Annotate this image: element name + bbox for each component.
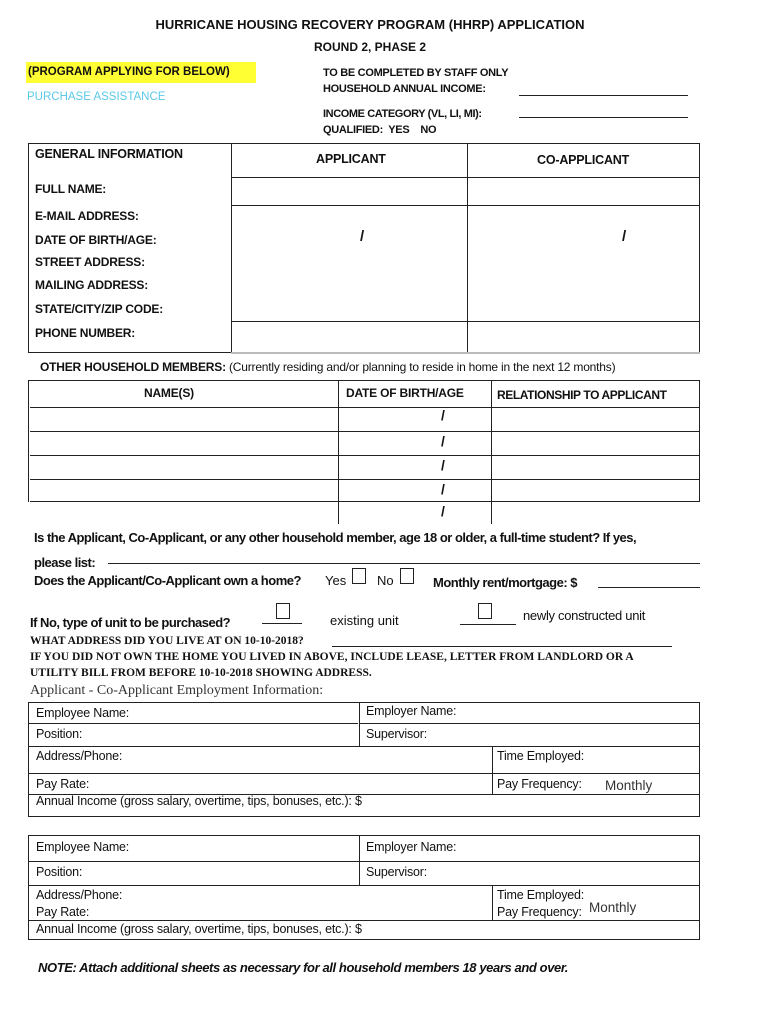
pay-frequency-value[interactable]: Monthly	[605, 778, 653, 793]
col-dob: DATE OF BIRTH/AGE	[346, 386, 464, 400]
full-name-label: FULL NAME:	[35, 182, 107, 196]
employment-title: Applicant - Co-Applicant Employment Information:	[30, 683, 324, 698]
table-rule	[30, 431, 700, 432]
annual-income-label: HOUSEHOLD ANNUAL INCOME:	[323, 83, 486, 95]
table-divider	[492, 885, 493, 921]
student-question: Is the Applicant, Co-Applicant, or any other household member, age 18 or older, a full-time student? If yes,	[34, 530, 637, 545]
col-relationship: RELATIONSHIP TO APPLICANT	[497, 388, 667, 402]
student-list-field[interactable]	[108, 563, 700, 564]
phone-label: PHONE NUMBER:	[35, 326, 136, 340]
member-dob-slash[interactable]: /	[441, 481, 445, 497]
table-rule	[28, 352, 232, 353]
pay-rate-label: Pay Rate:	[36, 777, 90, 791]
co-applicant-heading: CO-APPLICANT	[537, 153, 630, 167]
table-divider	[492, 746, 493, 794]
supervisor-label: Supervisor:	[366, 727, 428, 741]
table-divider	[491, 380, 492, 524]
table-rule	[28, 723, 358, 724]
address-field[interactable]	[332, 646, 672, 647]
member-dob-slash[interactable]: /	[441, 503, 445, 519]
table-rule	[28, 885, 700, 886]
table-divider	[359, 702, 360, 746]
household-note: (Currently residing and/or planning to reside in home in the next 12 months)	[225, 360, 616, 374]
supervisor-label: Supervisor:	[366, 865, 428, 879]
table-rule	[30, 479, 700, 480]
household-title: OTHER HOUSEHOLD MEMBERS:	[40, 360, 226, 374]
existing-unit-label: existing unit	[330, 613, 399, 628]
table-rule	[231, 321, 700, 322]
own-home-yes-label: Yes	[325, 573, 347, 588]
employer-name-label: Employer Name:	[366, 704, 457, 718]
own-home-no-checkbox[interactable]	[400, 568, 414, 584]
program-value[interactable]: PURCHASE ASSISTANCE	[27, 91, 166, 103]
income-category-field[interactable]	[519, 117, 688, 118]
member-dob-slash[interactable]: /	[441, 457, 445, 473]
qualified-label[interactable]: QUALIFIED: YES NO	[323, 124, 437, 136]
employee-name-label: Employee Name:	[36, 706, 130, 720]
pay-rate-label: Pay Rate:	[36, 905, 90, 919]
table-divider	[338, 380, 339, 524]
rent-field[interactable]	[598, 587, 700, 588]
please-list-label: please list:	[34, 555, 96, 570]
applicant-dob-slash[interactable]: /	[360, 228, 365, 245]
mailing-label: MAILING ADDRESS:	[35, 278, 149, 292]
annual-income-label: Annual Income (gross salary, overtime, tips, bonuses, etc.): $	[36, 794, 362, 808]
table-rule	[30, 501, 700, 502]
pay-frequency-value[interactable]: Monthly	[589, 900, 637, 915]
page-subtitle: ROUND 2, PHASE 2	[313, 40, 427, 54]
email-label: E-MAIL ADDRESS:	[35, 209, 139, 223]
new-unit-line	[460, 624, 516, 625]
table-rule	[28, 773, 700, 774]
member-dob-slash[interactable]: /	[441, 433, 445, 449]
table-rule	[28, 746, 700, 747]
table-divider	[467, 143, 468, 354]
existing-unit-line	[262, 623, 302, 624]
table-rule	[231, 177, 700, 178]
table-rule	[28, 920, 700, 921]
annual-income-field[interactable]	[519, 95, 688, 96]
pay-frequency-label: Pay Frequency:	[497, 905, 582, 919]
income-category-label: INCOME CATEGORY (VL, LI, MI):	[323, 108, 482, 120]
pay-frequency-label: Pay Frequency:	[497, 777, 582, 791]
time-employed-label: Time Employed:	[497, 749, 585, 763]
applicant-heading: APPLICANT	[316, 152, 386, 166]
table-rule	[30, 455, 700, 456]
table-divider	[699, 143, 700, 354]
new-unit-label: newly constructed unit	[523, 608, 646, 623]
dob-label: DATE OF BIRTH/AGE:	[35, 233, 157, 247]
member-dob-slash[interactable]: /	[441, 407, 445, 423]
table-rule	[231, 352, 700, 354]
position-label: Position:	[36, 865, 83, 879]
household-heading	[40, 360, 615, 374]
new-unit-checkbox[interactable]	[478, 603, 492, 619]
col-names: NAME(S)	[144, 386, 194, 400]
table-divider	[359, 835, 360, 885]
existing-unit-checkbox[interactable]	[276, 603, 290, 619]
general-info-heading: GENERAL INFORMATION	[35, 147, 183, 161]
address-phone-label: Address/Phone:	[36, 888, 123, 902]
address-question: WHAT ADDRESS DID YOU LIVE AT ON 10-10-2018?	[30, 635, 304, 647]
co-applicant-dob-slash[interactable]: /	[622, 228, 627, 245]
own-home-question: Does the Applicant/Co-Applicant own a home?	[34, 573, 301, 588]
table-rule	[30, 407, 700, 408]
staff-only-label: TO BE COMPLETED BY STAFF ONLY	[323, 67, 509, 79]
employer-name-label: Employer Name:	[366, 840, 457, 854]
address-note-1: IF YOU DID NOT OWN THE HOME YOU LIVED IN ABOVE, INCLUDE LEASE, LETTER FROM LANDLORD OR A	[30, 651, 634, 663]
own-home-yes-checkbox[interactable]	[352, 568, 366, 584]
table-rule	[231, 205, 700, 206]
address-note-2: UTILITY BILL FROM BEFORE 10-10-2018 SHOWING ADDRESS.	[30, 667, 372, 679]
street-label: STREET ADDRESS:	[35, 255, 145, 269]
address-phone-label: Address/Phone:	[36, 749, 123, 763]
position-label: Position:	[36, 727, 83, 741]
own-home-no-label: No	[377, 573, 394, 588]
time-employed-label: Time Employed:	[497, 888, 585, 902]
footer-note: NOTE: Attach additional sheets as necessary for all household members 18 years and over.	[38, 960, 569, 975]
employee-name-label: Employee Name:	[36, 840, 130, 854]
unit-type-question: If No, type of unit to be purchased?	[30, 615, 231, 630]
rent-label: Monthly rent/mortgage: $	[433, 575, 578, 590]
annual-income-label: Annual Income (gross salary, overtime, tips, bonuses, etc.): $	[36, 922, 362, 936]
table-rule	[28, 861, 700, 862]
table-rule	[359, 723, 700, 724]
table-divider	[231, 143, 232, 354]
page-title: HURRICANE HOUSING RECOVERY PROGRAM (HHRP) APPLICATION	[155, 17, 585, 32]
state-city-zip-label: STATE/CITY/ZIP CODE:	[35, 302, 164, 316]
program-label: (PROGRAM APPLYING FOR BELOW)	[28, 66, 230, 78]
